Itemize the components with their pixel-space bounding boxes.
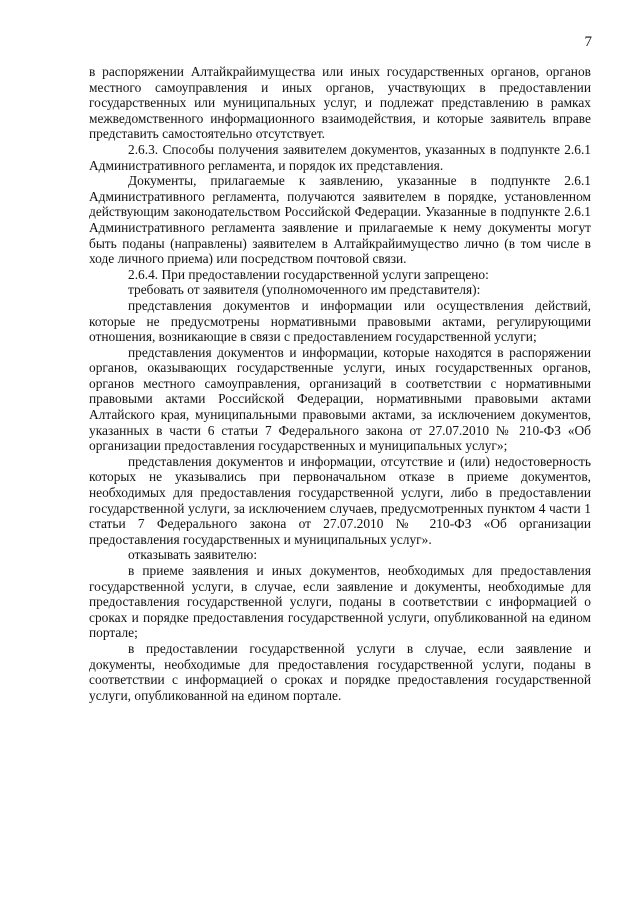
paragraph-item-documents: представления документов и информации, которые находятся в распоряжении органов, оказывающих государственные услуги, иных государственных органов, органов местного самоуправления, организаций в соответствии с нормативными правовыми актами Российской Федерации, нормативными правовыми актами Алтайского края, муниципальными правовыми актами, за исключением документов, указанных в части 6 статьи 7 Федерального закона от 27.07.2010 № 210-ФЗ «Об организации предоставления государственных и муниципальных услуг»;	[89, 344, 591, 454]
paragraph-documents: Документы, прилагаемые к заявлению, указанные в подпункте 2.6.1 Административного регламента, получаются заявителем в порядке, установленном действующим законодательством Российской Федерации. Указанные в подпункте 2.6.1 Административного регламента заявление и прилагаемые к нему документы могут быть поданы (направлены) заявителем в Алтайкрайимущество лично (в том числе в ходе личного приема) или посредством почтовой связи.	[89, 173, 591, 267]
paragraph-refuse-provision: в предоставлении государственной услуги в случае, если заявление и документы, необходимые для предоставления государственной услуги, поданы в соответствии с информацией о сроках и порядке предоставления государственной услуги, опубликованной на едином портале.	[89, 640, 591, 703]
paragraph-refuse-acceptance: в приеме заявления и иных документов, необходимых для предоставления государственной услуги, в случае, если заявление и документы, необходимые для предоставления государственной услуги, поданы в соответствии с информацией о сроках и порядке предоставления государственной услуги, опубликованной на едином портале;	[89, 563, 591, 641]
paragraph-2-6-3: 2.6.3. Способы получения заявителем документов, указанных в подпункте 2.6.1 Административного регламента, и порядок их представления.	[89, 141, 591, 173]
paragraph-item-actions: представления документов и информации или осуществления действий, которые не предусмотрены нормативными правовыми актами, регулирующими отношения, возникающие в связи с предоставлением государственной услуги;	[89, 297, 591, 345]
paragraph-continuation: в распоряжении Алтайкрайимущества или иных государственных органов, органов местного самоуправления и иных органов, участвующих в предоставлении государственных или муниципальных услуг, и подлежат представлению в рамках межведомственного информационного взаимодействия, и которые заявитель вправе представить самостоятельно отсутствует.	[89, 64, 591, 142]
paragraph-require: требовать от заявителя (уполномоченного им представителя):	[128, 282, 481, 298]
page-number: 7	[584, 34, 592, 50]
paragraph-item-inaccuracy: представления документов и информации, отсутствие и (или) недостоверность которых не указывались при первоначальном отказе в приеме документов, необходимых для предоставления государственной услуги, либо в предоставлении государственной услуги, за исключением случаев, предусмотренных пунктом 4 части 1 статьи 7 Федерального закона от 27.07.2010 № 210-ФЗ «Об организации предоставления государственных и муниципальных услуг».	[89, 453, 591, 547]
paragraph-2-6-4: 2.6.4. При предоставлении государственной услуги запрещено:	[128, 266, 489, 282]
document-body	[89, 64, 591, 703]
paragraph-refuse: отказывать заявителю:	[128, 547, 258, 563]
